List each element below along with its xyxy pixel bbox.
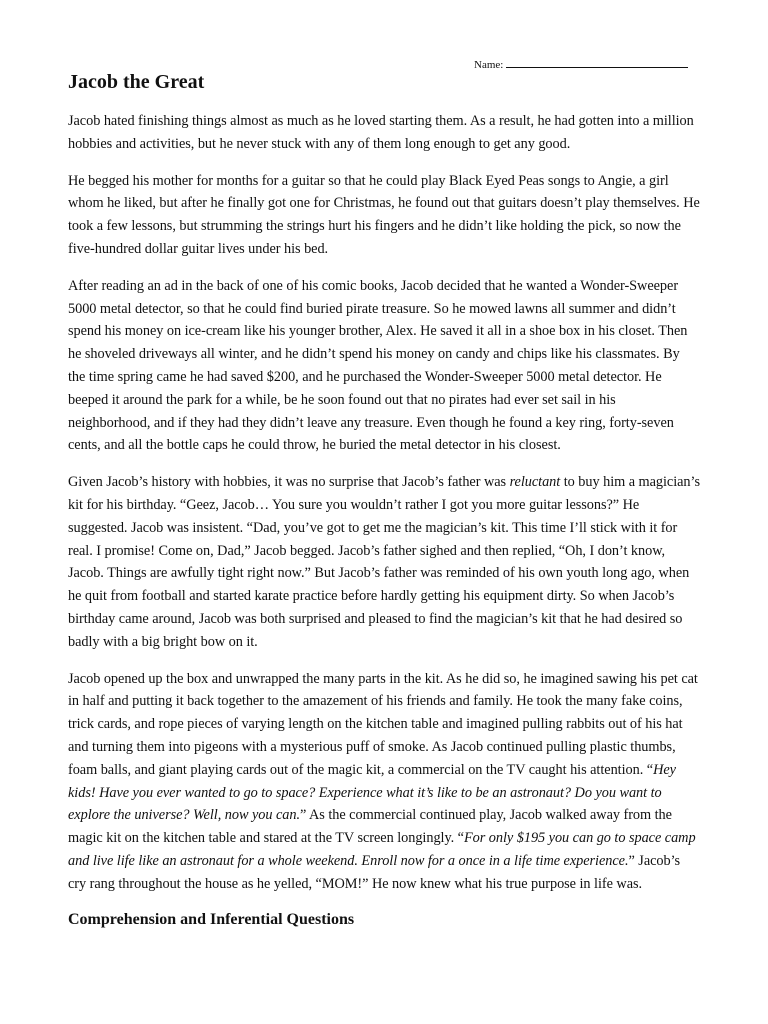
paragraph-5-text-a: Jacob opened up the box and unwrapped the many parts in the kit. As he did so, he imagined sawing his pet cat in half and putting it back together to the amazement of his friends and family. He took the many fake coins, trick cards, and rope pieces of varying length on the kitchen table and imagined pulling rabbits out of his hat and turning them into pigeons with a mysterious puff of smoke. As Jacob continued pulling plastic thumbs, foam balls, and giant playing cards out of the magic kit, a commercial on the TV caught his attention. “	[68, 670, 698, 778]
vocab-word-reluctant: reluctant	[509, 474, 561, 491]
story-body	[68, 110, 700, 896]
paragraph-3: After reading an ad in the back of one of his comic books, Jacob decided that he wanted a Wonder-Sweeper 5000 metal detector, so that he could find buried pirate treasure. So he mowed lawns all summer and didn’t spend his money on ice-cream like his younger brother, Alex. He saved it all in a shoe box in his closet. Then he shoveled driveways all winter, and he didn’t spend his money on candy and chips like his classmates. By the time spring came he had saved $200, and he purchased the Wonder-Sweeper 5000 metal detector. He beeped it around the park for a while, be he soon found out that no pirates had ever set sail in his neighborhood, and if they had they didn’t leave any treasure. Even though he found a key ring, forty-seven cents, and all the bottle caps he could throw, he buried the metal detector in his closest.	[68, 277, 688, 454]
paragraph-5	[68, 668, 700, 896]
paragraph-1: Jacob hated finishing things almost as much as he loved starting them. As a result, he had gotten into a million hobbies and activities, but he never stuck with any of them long enough to get any good.	[68, 113, 694, 152]
name-field[interactable]	[474, 57, 688, 72]
story-title: Jacob the Great	[68, 71, 205, 93]
paragraph-5-text-b: ” As the commercial continued play, Jacob walked away from the magic kit on the kitchen table and stared at the TV screen longingly. “	[68, 807, 672, 847]
paragraph-5-text-c: ” Jacob’s cry rang throughout the house as he yelled, “MOM!” He now knew what his true purpose in life was.	[68, 852, 681, 892]
paragraph-4-text-a: Given Jacob’s history with hobbies, it was no surprise that Jacob’s father was	[68, 474, 510, 491]
name-label: Name:	[474, 59, 504, 71]
commercial-quote-2: For only $195 you can go to space camp and live life like an astronaut for a whole weekend. Enroll now for a once in a life time experience.	[68, 830, 696, 869]
commercial-quote-1: Hey kids! Have you ever wanted to go to space? Experience what it’s like to be an astronaut? Do you want to explore the universe? Well, now you can.	[68, 761, 676, 824]
name-blank-line[interactable]	[506, 57, 688, 68]
paragraph-4-text-b: to buy him a magician’s kit for his birthday. “Geez, Jacob… You sure you wouldn’t rather I got you more guitar lessons?” He suggested. Jacob was insistent. “Dad, you’ve got to get me the magician’s kit. This time I’ll stick with it for real. I promise! Come on, Dad,” Jacob begged. Jacob’s father sighed and then replied, “Oh, I don’t know, Jacob. Things are awfully tight right now.” But Jacob’s father was reminded of his own youth long ago, when he quit from football and started karate practice before hardly getting his equipment dirty. So when Jacob’s birthday came around, Jacob was both surprised and pleased to find the magician’s kit that he had desired so badly with a big bright bow on it.	[68, 474, 700, 650]
paragraph-4	[68, 471, 700, 653]
paragraph-2: He begged his mother for months for a guitar so that he could play Black Eyed Peas songs to Angie, a girl whom he liked, but after he finally got one for Christmas, he found out that guitars doesn’t play themselves. He took a few lessons, but strumming the strings hurt his fingers and he didn’t like holding the pick, so now the five-hundred dollar guitar lives under his bed.	[68, 172, 700, 257]
questions-heading: Comprehension and Inferential Questions	[68, 911, 355, 928]
